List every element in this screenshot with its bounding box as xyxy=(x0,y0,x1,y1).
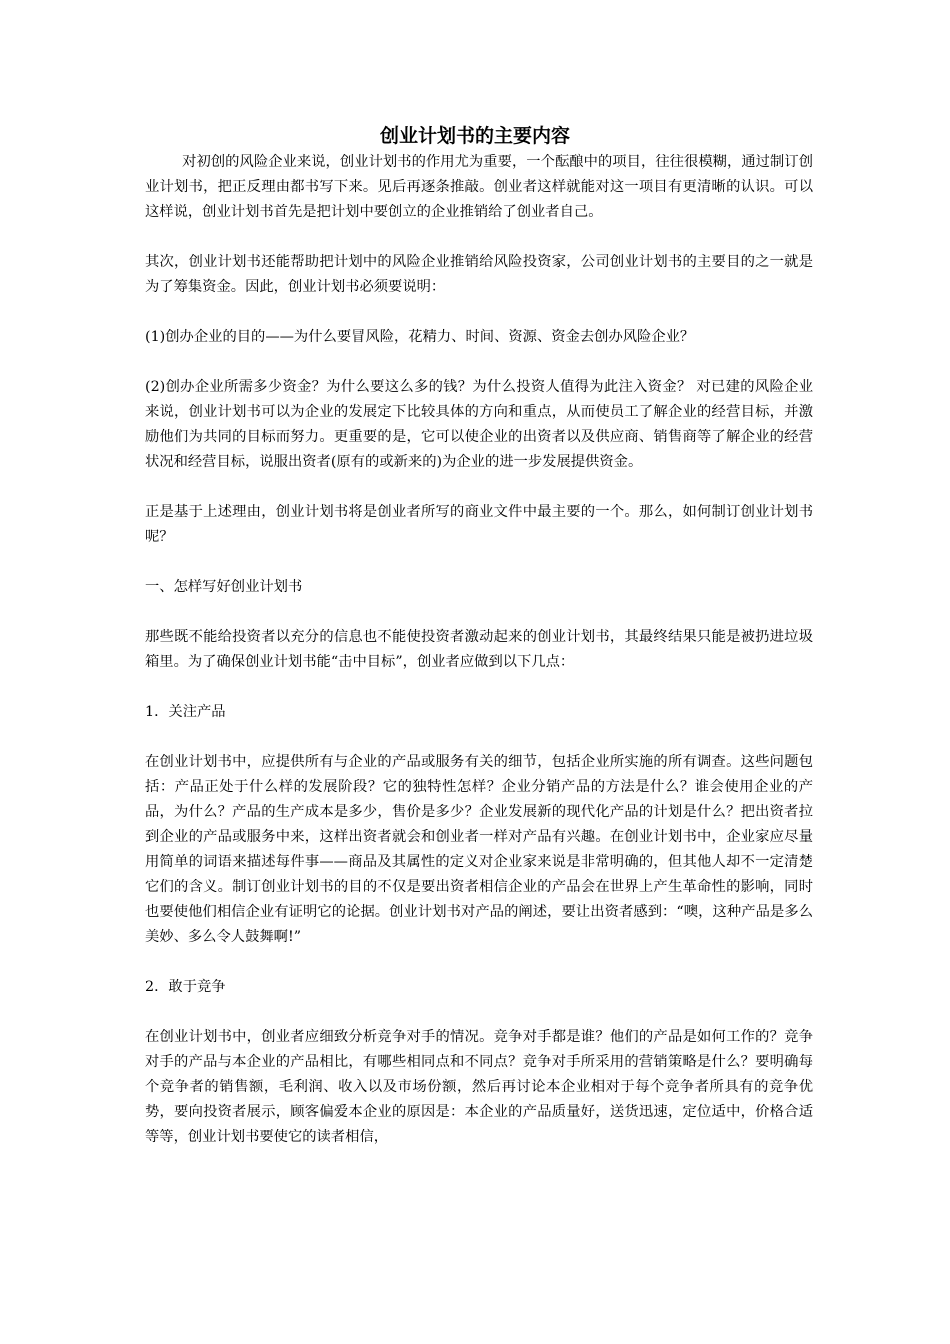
paragraph-reason: 正是基于上述理由，创业计划书将是创业者所写的商业文件中最主要的一个。那么，如何制订创业计划书呢？ xyxy=(145,504,813,545)
paragraph-intro: 对初创的风险企业来说，创业计划书的作用尤为重要，一个酝酿中的项目，往往很模糊，通过制订创业计划书，把正反理由都书写下来。见后再逐条推敲。创业者这样就能对这一项目有更清晰的认识。可以这样说，创业计划书首先是把计划中要创立的企业推销给了创业者自己。 xyxy=(145,154,813,220)
section-heading-how-to-write: 一、怎样写好创业计划书 xyxy=(145,579,303,595)
paragraph-competition: 在创业计划书中，创业者应细致分析竞争对手的情况。竞争对手都是谁？他们的产品是如何工作的？竞争对手的产品与本企业的产品相比，有哪些相同点和不同点？竞争对手所采用的营销策略是什么？要明确每个竞争者的销售额，毛利润、收入以及市场份额，然后再讨论本企业相对于每个竞争者所具有的竞争优势，要向投资者展示，顾客偏爱本企业的原因是：本企业的产品质量好，送货迅速，定位适中，价格合适等等，创业计划书要使它的读者相信， xyxy=(145,1029,813,1145)
document-body xyxy=(145,150,813,1150)
subheading-competition: 2．敢于竞争 xyxy=(145,979,226,995)
paragraph-hit-target: 那些既不能给投资者以充分的信息也不能使投资者激动起来的创业计划书，其最终结果只能是被扔进垃圾箱里。为了确保创业计划书能“击中目标”，创业者应做到以下几点： xyxy=(145,629,813,670)
subheading-focus-product: 1．关注产品 xyxy=(145,704,226,720)
document-title: 创业计划书的主要内容 xyxy=(379,125,570,147)
paragraph-point-1: (1)创办企业的目的——为什么要冒风险，花精力、时间、资源、资金去创办风险企业？ xyxy=(145,329,695,345)
paragraph-point-2: (2)创办企业所需多少资金？为什么要这么多的钱？为什么投资人值得为此注入资金？ 对已建的风险企业来说，创业计划书可以为企业的发展定下比较具体的方向和重点，从而使员工了解企业的经营目标，并激励他们为共同的目标而努力。更重要的是，它可以使企业的出资者以及供应商、销售商等了解企业的经营状况和经营目标，说服出资者(原有的或新来的)为企业的进一步发展提供资金。 xyxy=(145,379,813,470)
paragraph-product: 在创业计划书中，应提供所有与企业的产品或服务有关的细节，包括企业所实施的所有调查。这些问题包括：产品正处于什么样的发展阶段？它的独特性怎样？企业分销产品的方法是什么？谁会使用企业的产品，为什么？产品的生产成本是多少，售价是多少？企业发展新的现代化产品的计划是什么？把出资者拉到企业的产品或服务中来，这样出资者就会和创业者一样对产品有兴趣。在创业计划书中，企业家应尽量用简单的词语来描述每件事——商品及其属性的定义对企业家来说是非常明确的，但其他人却不一定清楚它们的含义。制订创业计划书的目的不仅是要出资者相信企业的产品会在世界上产生革命性的影响，同时也要使他们相信企业有证明它的论据。创业计划书对产品的阐述，要让出资者感到：“噢，这种产品是多么美妙、多么令人鼓舞啊!” xyxy=(145,754,813,945)
paragraph-second: 其次，创业计划书还能帮助把计划中的风险企业推销给风险投资家，公司创业计划书的主要目的之一就是为了筹集资金。因此，创业计划书必须要说明： xyxy=(145,254,813,295)
